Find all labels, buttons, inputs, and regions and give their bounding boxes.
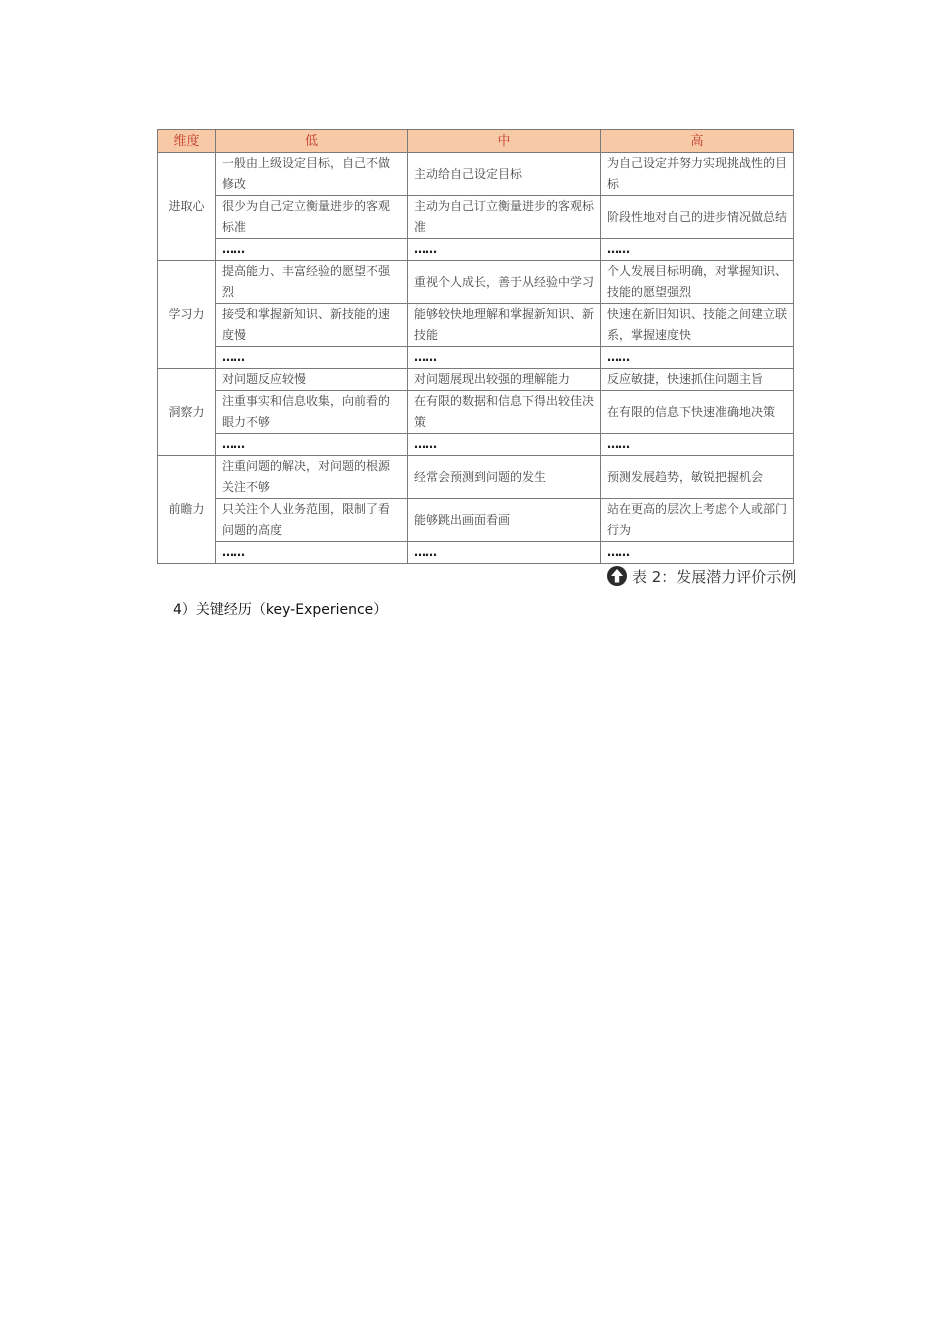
ellipsis-cell: ……: [216, 239, 408, 261]
up-arrow-circle-icon: [606, 565, 628, 587]
table-cell: 为自己设定并努力实现挑战性的目标: [601, 153, 794, 196]
table-cell: 主动为自己订立衡量进步的客观标准: [408, 196, 601, 239]
table-cell: 对问题展现出较强的理解能力: [408, 369, 601, 391]
table-row: [158, 261, 794, 304]
table-row: [158, 369, 794, 391]
table-cell: 站在更高的层次上考虑个人或部门行为: [601, 499, 794, 542]
table-cell: 个人发展目标明确，对掌握知识、技能的愿望强烈: [601, 261, 794, 304]
table-cell: 预测发展趋势，敏锐把握机会: [601, 456, 794, 499]
table-cell: 很少为自己定立衡量进步的客观标准: [216, 196, 408, 239]
table-cell: 在有限的数据和信息下得出较佳决策: [408, 391, 601, 434]
ellipsis-cell: ……: [601, 239, 794, 261]
table-row: [158, 499, 794, 542]
table-cell: 提高能力、丰富经验的愿望不强烈: [216, 261, 408, 304]
table-cell: 能够较快地理解和掌握新知识、新技能: [408, 304, 601, 347]
table-caption: [606, 564, 796, 588]
table-row: [158, 196, 794, 239]
table-row: [158, 391, 794, 434]
table-cell: 只关注个人业务范围，限制了看问题的高度: [216, 499, 408, 542]
table-row: [158, 434, 794, 456]
table-cell: 能够跳出画面看画: [408, 499, 601, 542]
table-row: [158, 239, 794, 261]
ellipsis-cell: ……: [216, 434, 408, 456]
header-dimension: 维度: [158, 130, 216, 153]
ellipsis-cell: ……: [601, 542, 794, 564]
table-cell: 接受和掌握新知识、新技能的速度慢: [216, 304, 408, 347]
table-cell: 阶段性地对自己的进步情况做总结: [601, 196, 794, 239]
caption-text: 表 2：发展潜力评价示例: [632, 567, 797, 586]
table-cell: 一般由上级设定目标，自己不做修改: [216, 153, 408, 196]
table-header-row: [158, 130, 794, 153]
potential-evaluation-table: [157, 129, 794, 564]
ellipsis-cell: ……: [408, 542, 601, 564]
table-cell: 对问题反应较慢: [216, 369, 408, 391]
table-cell: 经常会预测到问题的发生: [408, 456, 601, 499]
ellipsis-cell: ……: [408, 239, 601, 261]
table-cell: 反应敏捷，快速抓住问题主旨: [601, 369, 794, 391]
table-row: [158, 304, 794, 347]
header-low: 低: [216, 130, 408, 153]
header-high: 高: [601, 130, 794, 153]
ellipsis-cell: ……: [408, 434, 601, 456]
table-cell: 快速在新旧知识、技能之间建立联系，掌握速度快: [601, 304, 794, 347]
table-cell: 主动给自己设定目标: [408, 153, 601, 196]
ellipsis-cell: ……: [408, 347, 601, 369]
table-cell: 注重事实和信息收集，向前看的眼力不够: [216, 391, 408, 434]
table-row: [158, 542, 794, 564]
table-cell: 重视个人成长，善于从经验中学习: [408, 261, 601, 304]
ellipsis-cell: ……: [601, 434, 794, 456]
dimension-cell: 前瞻力: [158, 456, 216, 564]
ellipsis-cell: ……: [601, 347, 794, 369]
table-cell: 注重问题的解决，对问题的根源关注不够: [216, 456, 408, 499]
ellipsis-cell: ……: [216, 542, 408, 564]
dimension-cell: 洞察力: [158, 369, 216, 456]
ellipsis-cell: ……: [216, 347, 408, 369]
dimension-cell: 进取心: [158, 153, 216, 261]
table-row: [158, 456, 794, 499]
table-cell: 在有限的信息下快速准确地决策: [601, 391, 794, 434]
dimension-cell: 学习力: [158, 261, 216, 369]
header-medium: 中: [408, 130, 601, 153]
section-heading: 4）关键经历（key-Experience）: [173, 602, 388, 618]
table-row: [158, 153, 794, 196]
table-row: [158, 347, 794, 369]
